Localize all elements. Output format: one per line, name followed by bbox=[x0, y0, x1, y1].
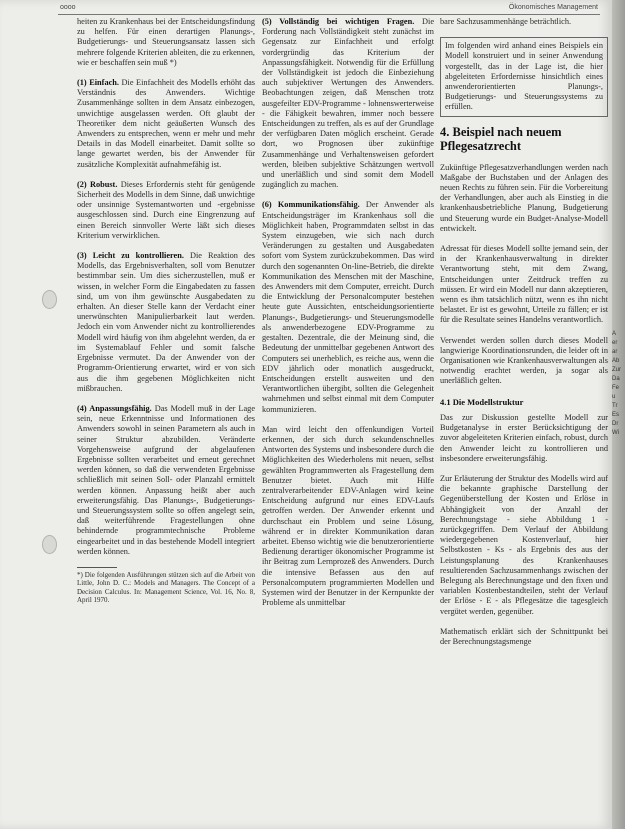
criterion-text: Dieses Erfordernis steht für genügende Sicherheit des Modells in dem Sinne, daß unwichtige oder unsinnige Systemantworten und -ergebnisse ausgeschlossen sind. Durch eine Eingrenzung auf einen Bereich sinnvoller Werte läßt sich dieses Kriterium verwirklichen. bbox=[77, 179, 256, 240]
paragraph: Zur Erläuterung der Struktur des Modells wird auf die bekannte graphische Darstellung der Gegenüberstellung der Kosten und Erlöse in Abhängigkeit von der Anzahl der Berechnungstage - siehe Abbildung 1 - zurückgegriffen. Dem Verlauf der Abbildung wiedergegebenen Kostenverlauf, hier Selbstkosten - Ks - als Ergebnis des aus der Leistungsplanung des Krankenhauses resultierenden Sachzusammenhangs zwischen der Belegung als Berechnungstage und den fixen und variablen Kostenbestandteilen, steht der Verlauf der Erlöse - E - als Pflegesätze die tagesgleich vergütet werden, gegenüber. bbox=[440, 473, 608, 616]
footnote-rule bbox=[77, 567, 117, 568]
criterion-text: Die Einfachheit des Modells erhöht das Verständnis des Anwenders. Wichtige Zusammenhänge sollten in dem Ansatz einbezogen, unwichtige ausgelassen werden. Oft glaubt der Theoretiker dem nicht geäußerten Wunsch des Anwenders zu entsprechen, wenn er mehr und mehr Details in das Modell einarbeitet. Damit sollte so lange gewartet werden, bis der Anwender für zusätzliche Komplexität aufnahmefähig ist. bbox=[77, 78, 255, 169]
footnote: *) Die folgenden Ausführungen stützen sich auf die Arbeit von Little, John D. C.: Models and Managers. The Concept of a Decision Calculus. In: Management Science, Vol. 16, No. 8, April 1970. bbox=[77, 570, 255, 605]
criterion-heading: (3) Leicht zu kontrollieren. bbox=[77, 251, 184, 261]
paragraph bbox=[262, 200, 434, 414]
criterion-text: Die Reaktion des Modells, das Ergebnisverhalten, soll vom Benutzer bestimmbar sein. Um dies sicherzustellen, muß er wissen, in welcher Form die Eingabedaten zu fassen sind, um von ihm gewünschte Ausgabedaten zu erhalten. An dieser Stelle kann der Verdacht einer unerwünschten Manipulierbarkeit laut werden. Jedoch ein vom Anwender nicht zu kontrollierendes Modell wird häufig von ihm abgelehnt werden, da er im Systemablauf Fehler und somit falsche Ergebnisse vermutet. Da der Anwender von der Programm-Orientierung erwartet, wird er von sich aus die ihm gegebenen Möglichkeiten nicht mißbrauchen. bbox=[77, 251, 255, 393]
criterion-text: Der Anwender als Entscheidungsträger im Krankenhaus soll die Möglichkeit haben, Programmdaten selbst in das System einzugeben, wie sich nach durch Veränderungen zu gestalten und Ausgabedaten sofort vom System zurückzubekommen. Das wird durch den sogenannten On-line-Betrieb, die direkte Kommunikation des Menschen mit der Maschine, des Anwenders mit dem Computer, erreicht. Durch die Entwicklung der Personalcomputer bestehen heute gute Aussichten, entscheidungsorientierte Planungs-, Budgetierungs- und Steuerungsmodelle als anwenderbezogene EDV-Programme zu gestalten. Dezentrale, die der Meinung sind, die Bedeutung der unmittelbar gegebenen Antwort des Computers sei unerheblich, es reiche aus, wenn die EDV jährlich oder monatlich ausgedruckt, Entscheidungen erstellt ausweiten und den Verantwortlichen übergibt, sollten die Gelegenheit wahrnehmen und selbst einmal mit dem Computer kommunizieren. bbox=[262, 200, 435, 414]
criterion-text: Die Forderung nach Vollständigkeit steht zunächst im Gegensatz zur Einfachheit und erfolgt vordergründig das Kriterium der Anpassungsfähigkeit. Notwendig für die Erfüllung der Vollständigkeit ist jedoch die Einbeziehung auch subjektiver Wertungen des Anwenders. Beobachtungen zeigen, daß Menschen trotz ausgefeilter EDV-Programme - lohnenswerterweise - die Fähigkeit bewahren, immer noch bessere Entscheidungen zu treffen, als es auf der Grundlage der verfügbaren Daten möglich erscheint. Gerade dort, wo Prognosen über zukünftige Zusammenhänge und Verhaltensweisen gefordert werden, bleiben subjektive Schätzungen wertvoll und unerläßlich und sind somit dem Modell zugänglich zu machen. bbox=[262, 17, 435, 190]
paragraph: bare Sachzusammenhänge beträchtlich. bbox=[440, 17, 572, 26]
paragraph: heiten zu Krankenhaus bei der Entscheidungsfindung zu helfen. Für einen derartigen Planungs-, Budgetierungs- und Steuerungsansatz lassen sich mehrere folgende Kriterien ableiten, die zu erkennen, wie er beschaffen sein muß *) bbox=[77, 17, 255, 67]
paragraph bbox=[77, 251, 255, 394]
paragraph: Mathematisch erklärt sich der Schnittpunkt bei der Berechnungstagsmenge bbox=[440, 626, 608, 646]
paragraph bbox=[262, 17, 434, 190]
running-title: Ökonomisches Management bbox=[508, 4, 598, 11]
next-page-fragments bbox=[612, 330, 621, 438]
criterion-heading: (1) Einfach. bbox=[77, 78, 119, 88]
paragraph: Verwendet werden sollen durch dieses Modell langwierige Koordinationsrunden, die leider oft in Organisationen wie Krankenhausverwaltungen als notwendig erachtet werden, ja sogar als unerläßlich gelten. bbox=[440, 335, 608, 386]
criterion-heading: (5) Vollständig bei wichtigen Fragen. bbox=[262, 17, 415, 26]
binder-hole-icon bbox=[42, 535, 57, 554]
text-column-middle bbox=[262, 17, 434, 618]
margin-fragment: Zur bbox=[612, 367, 621, 373]
section-heading: 4. Beispiel nach neuem Pflegesatzrecht bbox=[440, 124, 562, 153]
subsection-heading: 4.1 Die Modellstruktur bbox=[440, 396, 524, 407]
page-number: oooo bbox=[60, 4, 76, 11]
paragraph: Man wird leicht den offenkundigen Vorteil erkennen, der sich durch sekundenschnelles Antworten des Systems und insbesondere durch die Möglichkeiten des Wiederholens mit neuen, selbst gewählten Programmwerten als Fragestellung dem Benutzer bietet. Auch mit Hilfe zentralverarbeitender EDV-Anlagen wird keine Entscheidung aufgrund nur eines EDV-Laufs getroffen werden. Der Anwender erkennt und durchschaut ein Problem und seine Lösung, während er in direkter Kommunikation daran arbeitet. Ebenso wichtig wie die benutzerorientierte Bedienung derartiger ökonomischer Programme ist ihr Beitrag zum Lernprozeß des Anwenders. Durch die intensive Befassen aus den auf Personalcomputern programmierten Modellen und Systemen wird der Benutzer in der Kernpunkte der Probleme als unmittelbar bbox=[262, 424, 434, 608]
boxed-intro: Im folgenden wird anhand eines Beispiels ein Modell konstruiert und in seiner Anwendung vorgestellt, das in der Lage ist, die hier abgeleiteten Erfordernisse hinsichtlich eines anwenderorientierten Planungs-, Budgetierungs- und Steuerungssystems zu erfüllen. bbox=[440, 37, 608, 116]
paragraph: Zukünftige Pflegesatzverhandlungen werden nach Maßgabe der Buchstaben und der Anlagen des neuen Rechts zu führen sein. Für die Vorbereitung der Verhandlungen, aber auch als Einstieg in die krankenhausbetriebliche Planung, Budgetierung und Steuerung wurde ein Budget-Analyse-Modell entwickelt. bbox=[440, 162, 608, 233]
header-rule bbox=[58, 14, 600, 15]
criterion-heading: (6) Kommunikationsfähig. bbox=[262, 200, 360, 210]
margin-fragment: ar bbox=[612, 349, 618, 355]
margin-fragment: Da bbox=[612, 376, 620, 382]
criterion-heading: (2) Robust. bbox=[77, 179, 118, 189]
margin-fragment: A bbox=[612, 331, 617, 337]
margin-fragment: Dr bbox=[612, 421, 619, 427]
binder-hole-icon bbox=[42, 290, 57, 309]
margin-fragment: Fe bbox=[612, 385, 620, 391]
text-column-left bbox=[77, 17, 255, 605]
margin-fragment: Wi bbox=[612, 430, 619, 436]
criterion-heading: (4) Anpassungsfähig. bbox=[77, 403, 152, 413]
margin-fragment: u bbox=[612, 394, 616, 400]
margin-fragment: Ab bbox=[612, 358, 620, 364]
paragraph bbox=[77, 180, 255, 241]
margin-fragment: Es bbox=[612, 412, 620, 418]
margin-fragment: er bbox=[612, 340, 618, 346]
criterion-text: Das Modell muß in der Lage sein, neue Erkenntnisse und Informationen des Anwenders sowohl in seinen Parametern als auch in seiner Struktur abzubilden. Veränderte Vorgehensweise aufgrund der abgelaufenen Ergebnisse sollten verarbeitet und erneut gerechnet werden können, so daß die verwendeten Ergebnisse schließlich mit seinen Soll- oder Planzahl ermittelt werden können. Anpassung heißt aber auch erweiterungsfähig. Das Planungs-, Budgetierungs- und Steuerungssystem sollte so offen angelegt sein, daß weiterführende Fragestellungen ohne behindernde programmtechnische Probleme eingearbeitet und in das bestehende Modell integriert werden können. bbox=[77, 403, 256, 556]
paragraph bbox=[77, 404, 255, 557]
text-column-right bbox=[440, 17, 608, 657]
paragraph: Adressat für dieses Modell sollte jemand sein, der in der Krankenhausverwaltung in direkter Verantwortung steht, mit dem Zwang, Entscheidungen unter Zeitdruck treffen zu müssen. Er wird ein Modell nur dann akzeptieren, wenn es ihm tatsächlich nützt, wenn es ihn nicht belastet. Er ist es gewohnt, Urteile zu fällen; er ist für die Resultate seines Handelns verantwortlich. bbox=[440, 244, 608, 325]
margin-fragment: Tr bbox=[612, 403, 618, 409]
paragraph bbox=[77, 78, 255, 170]
paragraph: Das zur Diskussion gestellte Modell zur Budgetanalyse in erster Berücksichtigung der zuvor abgeleiteten Kriterien einfach, robust, durch den Anwender leicht zu kontrollieren und insbesondere erweiterungsfähig. bbox=[440, 412, 608, 463]
